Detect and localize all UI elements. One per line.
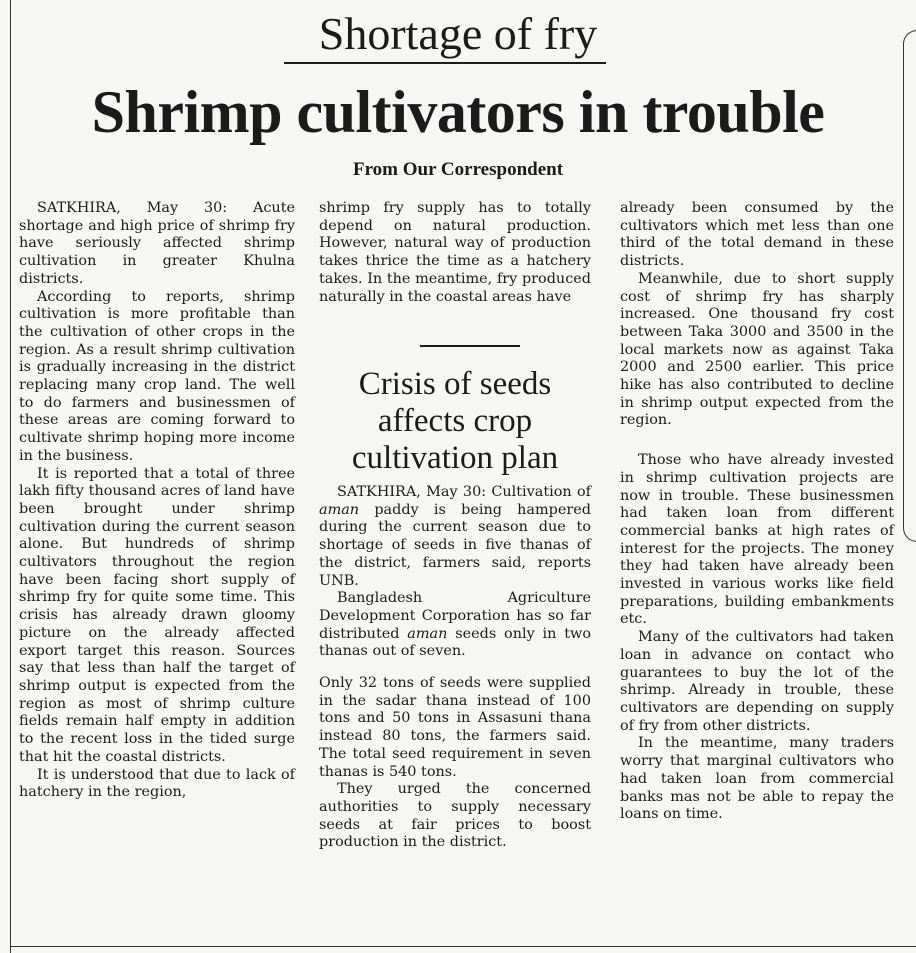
sub-article-column xyxy=(319,484,591,852)
paragraph: shrimp fry supply has to totally depend on natural production. However, natural way of production takes thrice the time as a hatchery takes. In the meantime, fry produced naturally in the coastal areas have xyxy=(319,200,591,305)
paragraph: already been consumed by the cultivators which met less than one third of the total demand in these districts. xyxy=(620,200,894,270)
text-run: SATKHIRA, May 30: Cultivation of xyxy=(337,484,591,500)
article-column-1 xyxy=(19,200,295,802)
page-title: Shrimp cultivators in trouble xyxy=(91,79,825,145)
paragraph: It is reported that a total of three lakh fifty thousand acres of land have been brought under shrimp cultivation during the current season alone. But hundreds of shrimp cultivators throughout the region have been facing short supply of shrimp fry for quite some time. This crisis has already drawn gloomy picture on the already affected export target this reason. Sources say that less than half the target of shrimp output is expected from the region as most of shrimp culture fields remain half empty in addition to the recent loss in the tided surge that hit the coastal districts. xyxy=(19,465,295,765)
paragraph: In the meantime, many traders worry that marginal cultivators who had taken loan from commercial banks mas not be able to repay the loans on time. xyxy=(620,735,894,823)
paragraph: They urged the concerned authorities to supply necessary seeds at fair prices to boost production in the district. xyxy=(319,781,591,851)
paragraph: Only 32 tons of seeds were supplied in the sadar thana instead of 100 tons and 50 tons in Assasuni thana instead 80 tons, the farmers said. The total seed requirement in seven thanas is 540 tons. xyxy=(319,675,591,780)
byline: From Our Correspondent xyxy=(352,159,564,180)
paragraph: Many of the cultivators had taken loan in advance on contact who guarantees to buy the lot of the shrimp. Already in trouble, these cultivators are depending on supply of fry from other districts. xyxy=(620,629,894,734)
article-column-2 xyxy=(319,200,591,306)
italic-term: aman xyxy=(319,501,360,518)
article-column-3 xyxy=(620,200,894,824)
sub-headline: Crisis of seeds affects crop cultivation plan xyxy=(351,366,559,476)
text-run: paddy is being hampered during the current season due to shortage of seeds in five thanas of the district, farmers said, reports UNB. xyxy=(319,501,591,589)
paragraph: It is understood that due to lack of hatchery in the region, xyxy=(19,766,295,801)
italic-term: aman xyxy=(407,625,448,642)
section-divider xyxy=(420,345,520,347)
paragraph: Meanwhile, due to short supply cost of shrimp fry has sharply increased. One thousand fry cost between Taka 3000 and 3500 in the local markets now as against Taka 2000 and 2500 earlier. This price hike has also contributed to decline in shrimp output expected from the region. xyxy=(620,270,894,429)
kicker-underline xyxy=(284,62,606,64)
text-run: Bangladesh Agriculture Development Corporation has so far distributed xyxy=(319,590,591,642)
kicker: Shortage of fry xyxy=(318,8,598,59)
text-run: seeds only in two thanas out of seven. xyxy=(319,625,591,660)
paragraph xyxy=(319,484,591,590)
paragraph: Those who have already invested in shrimp cultivation projects are now in trouble. These businessmen had taken loan from different commercial banks at high rates of interest for the projects. The money they had taken have already been invested in various works like field preparations, building embankments etc. xyxy=(620,452,894,628)
bottom-rule xyxy=(10,946,916,947)
paragraph xyxy=(319,590,591,661)
paragraph: SATKHIRA, May 30: Acute shortage and high price of shrimp fry have seriously affected shrimp cultivation in greater Khulna districts. xyxy=(19,200,295,287)
paragraph: According to reports, shrimp cultivation is more profitable than the cultivation of other crops in the region. As a result shrimp cultivation is gradually increasing in the district replacing many crop land. The well to do farmers and businessmen of these areas are coming forward to cultivate shrimp hoping more income in the business. xyxy=(19,288,295,464)
